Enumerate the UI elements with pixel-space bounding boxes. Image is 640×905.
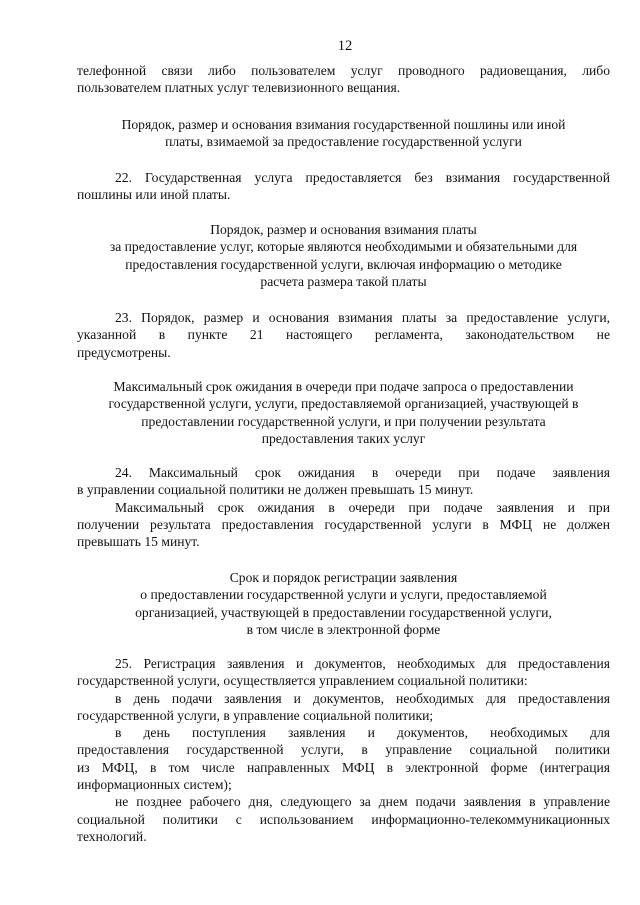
heading-payment-line-2: за предоставление услуг, которые являются необходимыми и обязательными для [109,239,578,255]
p25-line-5: в день поступления заявления и документов, необходимых для [115,725,610,741]
intro-line-2: пользователем платных услуг телевизионного вещания. [77,80,401,96]
paragraph-25 [77,655,610,845]
p25-line-3: в день подачи заявления и документов, необходимых для предоставления [115,690,610,706]
heading-reg-line-3: организацией, участвующей в предоставлении государственной услуги, [135,604,552,620]
p24-line-5: превышать 15 минут. [77,534,200,550]
p22-line-2: пошлины или иной платы. [77,187,231,203]
heading-fee-line-1: Порядок, размер и основания взимания государственной пошлины или иной [121,117,566,132]
p25-line-10: социальной политики с использованием информационно-телекоммуникационных [77,811,610,827]
p24-line-1: 24. Максимальный срок ожидания в очереди при подаче заявления [115,465,610,480]
section-heading-payment [77,221,610,290]
p23-line-1: 23. Порядок, размер и основания взимания платы за предоставление услуги, [115,310,610,325]
paragraph-23 [77,309,610,361]
p25-line-4: государственной услуги, в управление социальной политики; [77,707,434,723]
p22-line-1: 22. Государственная услуга предоставляется без взимания государственной [115,170,610,185]
heading-reg-line-4: в том числе в электронной форме [246,621,441,637]
p25-line-2: государственной услуги, осуществляется управлением социальной политики: [77,673,528,689]
heading-payment-line-1: Порядок, размер и основания взимания платы [210,222,477,237]
section-heading-fee [77,116,610,151]
page-number: 12 [337,38,353,54]
heading-payment-line-3: предоставления государственной услуги, включая информацию о методике [125,256,562,272]
heading-wait-line-3: предоставлении государственной услуги, и при получении результата [141,413,546,429]
p25-line-1: 25. Регистрация заявления и документов, необходимых для предоставления [115,656,610,671]
heading-reg-line-2: о предоставлении государственной услуги и услуги, предоставляемой [140,587,547,603]
section-heading-wait [77,378,610,447]
paragraph-22 [77,169,610,204]
heading-payment-line-4: расчета размера такой платы [260,273,427,289]
intro-line-1: телефонной связи либо пользователем услуг проводного радиовещания, либо [77,63,610,78]
intro-paragraph [77,62,610,97]
p25-line-8: информационных систем); [77,777,232,793]
p25-line-9: не позднее рабочего дня, следующего за днем подачи заявления в управление [115,794,610,810]
p23-line-3: предусмотрены. [77,344,171,360]
p25-line-6: предоставления государственной услуги, в управление социальной политики [77,742,610,758]
heading-fee-line-2: платы, взимаемой за предоставление государственной услуги [165,134,522,150]
p24-line-4: получении результата предоставления государственной услуги в МФЦ не должен [77,516,610,532]
section-heading-registration [77,569,610,638]
heading-reg-line-1: Срок и порядок регистрации заявления [229,570,458,585]
p25-line-7: из МФЦ, в том числе направленных МФЦ в электронной форме (интеграция [77,759,610,775]
heading-wait-line-1: Максимальный срок ожидания в очереди при подаче запроса о предоставлении [113,379,574,394]
paragraph-24 [77,464,610,550]
p24-line-3: Максимальный срок ожидания в очереди при подаче заявления и при [115,499,610,515]
p25-line-11: технологий. [77,828,147,844]
heading-wait-line-2: государственной услуги, услуги, предоставляемой организацией, участвующей в [108,396,579,412]
heading-wait-line-4: предоставления таких услуг [261,430,426,446]
p23-line-2: указанной в пункте 21 настоящего регламента, законодательством не [77,327,610,343]
p24-line-2: в управлении социальной политики не должен превышать 15 минут. [77,482,474,498]
